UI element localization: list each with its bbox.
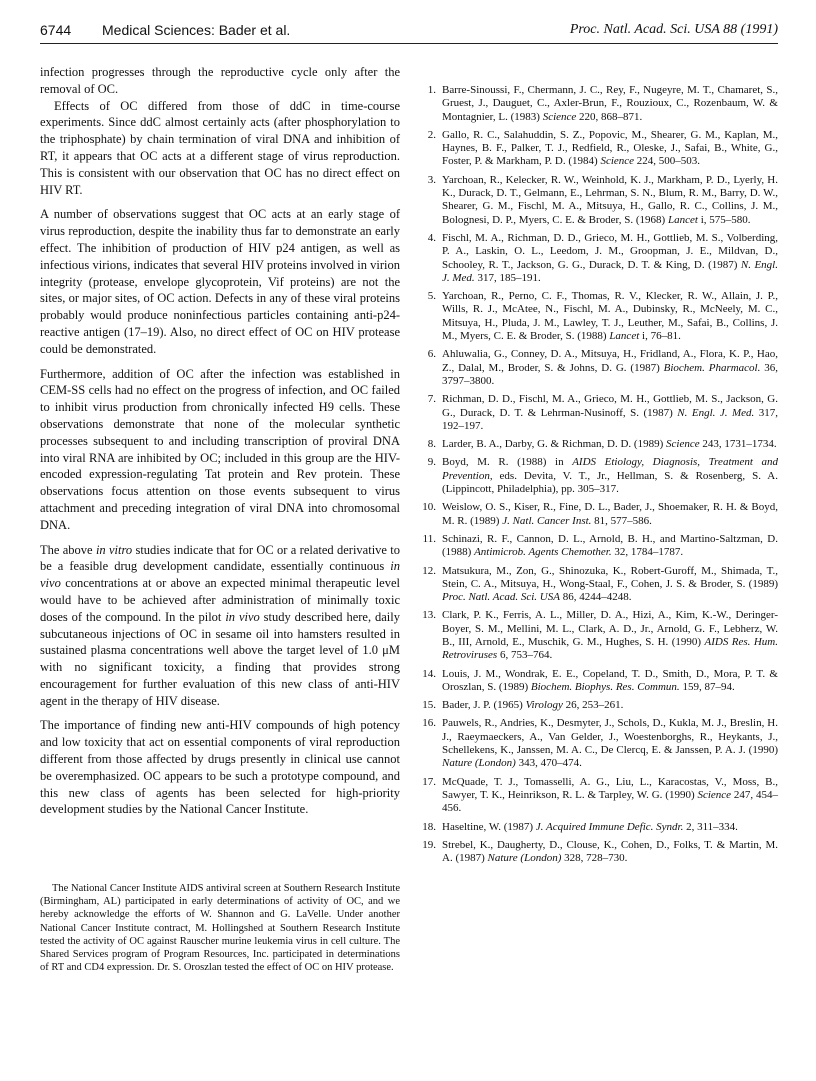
reference-volume-pages: 317, 185–191. bbox=[474, 271, 541, 284]
acknowledgment bbox=[40, 882, 400, 974]
reference-source: Virology bbox=[525, 699, 563, 712]
reference-authors: Clark, P. K., Ferris, A. L., Miller, D. A., Hizi, A., Kim, K.-W., Deringer-Boyer, S. M., Mellini, M. L., Clark, A. D., Jr., Arnold, G. F., Lebherz, W. B., III, Arnold, E., Muschik, G. M., Hughes, S. H. (1990) bbox=[442, 609, 778, 648]
running-title: Medical Sciences: Bader et al. bbox=[102, 22, 291, 38]
reference-source: J. Natl. Cancer Inst. bbox=[502, 514, 592, 527]
reference-number: 15. bbox=[422, 699, 436, 712]
reference-authors: Schinazi, R. F., Cannon, D. L., Arnold, B. H., and Martino-Saltzman, D. (1988) bbox=[442, 532, 778, 559]
reference-volume-pages: 26, 253–261. bbox=[562, 699, 624, 712]
reference-number: 9. bbox=[427, 456, 436, 469]
reference-source: Lancet bbox=[667, 213, 698, 226]
reference-item bbox=[420, 668, 778, 695]
page-header bbox=[40, 22, 778, 42]
reference-source: Nature (London) bbox=[442, 757, 516, 770]
body-column bbox=[40, 64, 400, 818]
reference-volume-pages: 220, 868–871. bbox=[576, 110, 643, 123]
reference-volume-pages: 2, 311–334. bbox=[683, 820, 738, 833]
reference-item bbox=[420, 533, 778, 560]
reference-number: 5. bbox=[427, 290, 436, 303]
acknowledgment-text: The National Cancer Institute AIDS antiviral screen at Southern Research Institute (Birmingham, AL) participated in early determinations of activity of OC, and we hereby acknowledge the efforts of W. Shannon and G. LaVelle. Under another National Cancer Institute contract, M. Hollingshed at Southern Research Institute tested the activity of OC against Rauscher murine leukemia virus in cell culture. The Shared Services program of Program Resources, Inc. participated in determinations of RT and CD4 expression. Dr. S. Oroszlan tested the effect of OC on HIV protease. bbox=[40, 883, 400, 974]
body-paragraph: The above in vitro studies indicate that for OC or a related derivative to be a feasible drug development candidate, essentially continuous in vivo concentrations at or above an expected minimal therapeutic level would have to be achieved after administration of minimally toxic doses of the compound. In the pilot in vivo study described here, daily subcutaneous injections of OC in sesame oil into hamsters resulted in sustained plasma concentrations well above the target level of 1.0 μM with no significant toxicity, a finding that provides strong encouragement for further evaluation of this new class of anti-HIV agent in the therapy of HIV disease. bbox=[40, 542, 401, 708]
reference-authors: Bader, J. P. (1965) bbox=[442, 699, 526, 712]
reference-source: AIDS Res. Hum. Retroviruses bbox=[442, 635, 778, 662]
reference-item bbox=[420, 565, 778, 605]
reference-number: 16. bbox=[422, 717, 436, 730]
reference-source: Science bbox=[666, 438, 700, 451]
reference-item bbox=[420, 129, 778, 169]
reference-number: 14. bbox=[422, 667, 436, 680]
reference-item bbox=[420, 174, 778, 227]
reference-authors: Haseltine, W. (1987) bbox=[442, 820, 536, 833]
reference-authors: Yarchoan, R., Kelecker, R. W., Weinhold, K. J., Markham, P. D., Lyerly, H. K., Durack, D. T., Gelmann, E., Lehrman, S. N., Blum, R. M., Barry, D. W., Shearer, G. M., Fischl, M. A., Mitsuya, H., Gallo, R. C., Collins, J. M., Bolognesi, D. P., Myers, C. E. & Broder, S. (1968) bbox=[442, 173, 778, 226]
reference-source: N. Engl. J. Med. bbox=[442, 258, 778, 284]
header-rule bbox=[40, 43, 778, 44]
reference-source: Nature (London) bbox=[487, 852, 562, 865]
reference-authors: Larder, B. A., Darby, G. & Richman, D. D. (1989) bbox=[442, 438, 666, 451]
reference-number: 1. bbox=[427, 84, 436, 96]
reference-item bbox=[420, 456, 778, 496]
reference-volume-pages: , eds. Devita, V. T., Jr., Hellman, S. & Rosenberg, S. A. (Lippincott, Philadelphia), pp. 305–317. bbox=[442, 469, 778, 496]
reference-source: Science bbox=[600, 155, 635, 168]
reference-volume-pages: 247, 454–456. bbox=[442, 788, 778, 815]
reference-authors: Strebel, K., Daugherty, D., Clouse, K., Cohen, D., Folks, T. & Martin, M. A. (1987) bbox=[442, 838, 778, 865]
reference-source: Lancet bbox=[609, 330, 640, 343]
body-paragraph: A number of observations suggest that OC acts at an early stage of virus reproduction, despite the inability thus far to demonstrate an early effect. The inhibition of production of HIV p24 antigen, as well as infectious virions, indicates that several HIV proteins involved in virion integrity (protease, envelope glycoprotein, Vif proteins) are not the sites, or major sites, of OC action. Defects in any of these viral proteins probably would produce noninfectious particles containing anti-p24-reactive antigen (17–19). Also, no direct effect of OC on HIV protease could be demonstrated. bbox=[40, 207, 400, 356]
reference-volume-pages: 32, 1784–1787. bbox=[611, 546, 684, 559]
reference-item bbox=[420, 232, 778, 285]
reference-volume-pages: i, 76–81. bbox=[639, 330, 681, 343]
reference-number: 19. bbox=[422, 838, 436, 851]
reference-source: Science bbox=[542, 110, 577, 123]
reference-volume-pages: 328, 728–730. bbox=[561, 852, 628, 865]
reference-number: 4. bbox=[427, 231, 436, 244]
reference-source: Science bbox=[697, 788, 732, 801]
reference-authors: McQuade, T. J., Tomasselli, A. G., Liu, L., Karacostas, V., Moss, B., Sawyer, T. K., Heinrikson, R. L. & Tarpley, W. G. (1990) bbox=[442, 775, 778, 801]
reference-authors: Ahluwalia, G., Conney, D. A., Mitsuya, H., Fridland, A., Flora, K. P., Hao, Z., Dalal, M., Broder, S. & Johns, D. G. (1987) bbox=[442, 348, 778, 374]
reference-number: 17. bbox=[422, 775, 436, 788]
reference-source: N. Engl. J. Med. bbox=[677, 406, 755, 419]
reference-number: 12. bbox=[422, 564, 436, 577]
reference-volume-pages: 81, 577–586. bbox=[591, 514, 652, 527]
body-paragraph: Furthermore, addition of OC after the infection was established in CEM-SS cells had no effect on the progress of infection, and OC failed to inhibit virus production from chronically infected H9 cells. These observations demonstrate that none of the molecular synthetic processes subsequent to and including transcription of proviral DNA into viral RNA are inhibited by OC; included in this group are the HIV-encoded expression-regulating Tat protein and Rev protein. These observations focus attention on those events subsequent to virus attachment and preceding integration of viral DNA into chromosomal DNA. bbox=[40, 366, 400, 532]
reference-item bbox=[420, 717, 778, 770]
reference-item bbox=[420, 776, 778, 816]
reference-item bbox=[420, 839, 778, 866]
reference-number: 8. bbox=[427, 438, 436, 451]
reference-authors: Gallo, R. C., Salahuddin, S. Z., Popovic, M., Shearer, G. M., Kaplan, M., Haynes, B. F., Palker, T. J., Redfield, R., Oleske, J., Safai, B., White, G., Foster, P. & Markham, P. D. (1984) bbox=[442, 128, 778, 168]
reference-number: 18. bbox=[422, 820, 436, 833]
reference-volume-pages: 86, 4244–4248. bbox=[559, 591, 632, 604]
body-paragraph: The importance of finding new anti-HIV compounds of high potency and low toxicity that act on essential components of viral reproduction different from those affected by drugs presently in clinical use cannot be overemphasized. OC appears to be such a prototype compound, and this new class of agents has been selected for high-priority development studies by the National Cancer Institute. bbox=[40, 718, 400, 817]
reference-item bbox=[420, 821, 778, 834]
body-paragraph: Effects of OC differed from those of ddC in time-course experiments. Since ddC almost certainly acts (after phosphorylation to the triphosphate) by chain termination of viral DNA and inhibition of RT, it appears that OC acts at a different stage of virus reproduction. This is consistent with our observation that OC has no direct effect on HIV RT. bbox=[40, 98, 400, 197]
page-number: 6744 bbox=[40, 22, 72, 38]
reference-volume-pages: 243, 1731–1734. bbox=[699, 438, 777, 451]
reference-source: Proc. Natl. Acad. Sci. USA bbox=[442, 591, 560, 604]
reference-authors: Pauwels, R., Andries, K., Desmyter, J., Schols, D., Kukla, M. J., Breslin, H. J., Raeymaeckers, A., Van Gelder, J., Woestenborghs, R., Heykants, J., Schellekens, K., Janssen, M. A. C., De Clercq, E. & Janssen, P. A. J. (1990) bbox=[442, 717, 778, 757]
reference-authors: Yarchoan, R., Perno, C. F., Thomas, R. V., Klecker, R. W., Allain, J. P., Wills, R. J., McAtee, N., Fischl, M. A., Dubinsky, R., McNeely, M. C., Mitsuya, H., Pluda, J. M., Lawley, T. J., Leuther, M., Safai, B., Collins, J. M., Myers, C. E. & Broder, S. (1988) bbox=[442, 290, 778, 343]
reference-volume-pages: 343, 470–474. bbox=[515, 757, 582, 770]
reference-number: 6. bbox=[427, 348, 436, 361]
reference-volume-pages: 317, 192–197. bbox=[442, 406, 778, 432]
reference-number: 13. bbox=[422, 609, 436, 622]
reference-item bbox=[420, 348, 778, 388]
reference-authors: Louis, J. M., Wondrak, E. E., Copeland, T. D., Smith, D., Mora, P. T. & Oroszlan, S. (1989) bbox=[442, 667, 778, 693]
reference-volume-pages: 36, 3797–3800. bbox=[442, 361, 778, 387]
reference-item bbox=[420, 699, 778, 712]
reference-item bbox=[420, 290, 778, 343]
reference-source: J. Acquired Immune Defic. Syndr. bbox=[535, 820, 684, 833]
reference-authors: Fischl, M. A., Richman, D. D., Grieco, M. H., Gottlieb, M. S., Volberding, P. A., Laskin, O. L., Leedom, J. M., Groopman, J. E., Mildvan, D., Schooley, R. T., Jackson, G. G., Durack, D. T. & King, D. (1987) bbox=[442, 231, 778, 271]
reference-source: Biochem. Biophys. Res. Commun. bbox=[530, 680, 680, 693]
reference-authors: Barre-Sinoussi, F., Chermann, J. C., Rey, F., Nugeyre, M. T., Chamaret, S., Gruest, J., Dauguet, C., Axler-Brun, F., Rouzioux, C., Rozenbaum, W. & Montagnier, L. (1983) bbox=[442, 84, 778, 123]
body-paragraph: infection progresses through the reproductive cycle only after the removal of OC. bbox=[40, 65, 400, 96]
reference-number: 2. bbox=[427, 128, 436, 141]
reference-number: 3. bbox=[427, 173, 436, 186]
reference-list bbox=[420, 84, 778, 870]
reference-source: Biochem. Pharmacol. bbox=[663, 361, 761, 374]
reference-item bbox=[420, 438, 778, 451]
reference-source: Antimicrob. Agents Chemother. bbox=[474, 546, 612, 559]
reference-authors: Boyd, M. R. (1988) in bbox=[442, 456, 573, 469]
reference-authors: Richman, D. D., Fischl, M. A., Grieco, M. H., Gottlieb, M. S., Jackson, G. G., Durack, D. T. & Lehrman-Nusinoff, S. (1987) bbox=[442, 393, 778, 419]
reference-volume-pages: i, 575–580. bbox=[697, 213, 751, 226]
reference-item bbox=[420, 501, 778, 528]
reference-volume-pages: 224, 500–503. bbox=[634, 155, 701, 168]
reference-source: AIDS Etiology, Diagnosis, Treatment and Prevention bbox=[442, 456, 779, 482]
reference-item bbox=[420, 393, 778, 433]
reference-item bbox=[420, 84, 778, 124]
reference-number: 11. bbox=[422, 532, 436, 545]
reference-item bbox=[420, 609, 778, 662]
reference-number: 10. bbox=[422, 501, 436, 514]
reference-authors: Matsukura, M., Zon, G., Shinozuka, K., Robert-Guroff, M., Shimada, T., Stein, C. A., Mitsuya, H., Wong-Staal, F., Cohen, J. S. & Broder, S. (1989) bbox=[442, 564, 778, 590]
reference-volume-pages: 159, 87–94. bbox=[679, 680, 735, 693]
reference-authors: Weislow, O. S., Kiser, R., Fine, D. L., Bader, J., Shoemaker, R. H. & Boyd, M. R. (1989) bbox=[442, 501, 778, 527]
reference-number: 7. bbox=[427, 393, 436, 406]
reference-volume-pages: 6, 753–764. bbox=[497, 649, 553, 662]
journal-citation: Proc. Natl. Acad. Sci. USA 88 (1991) bbox=[569, 22, 778, 37]
